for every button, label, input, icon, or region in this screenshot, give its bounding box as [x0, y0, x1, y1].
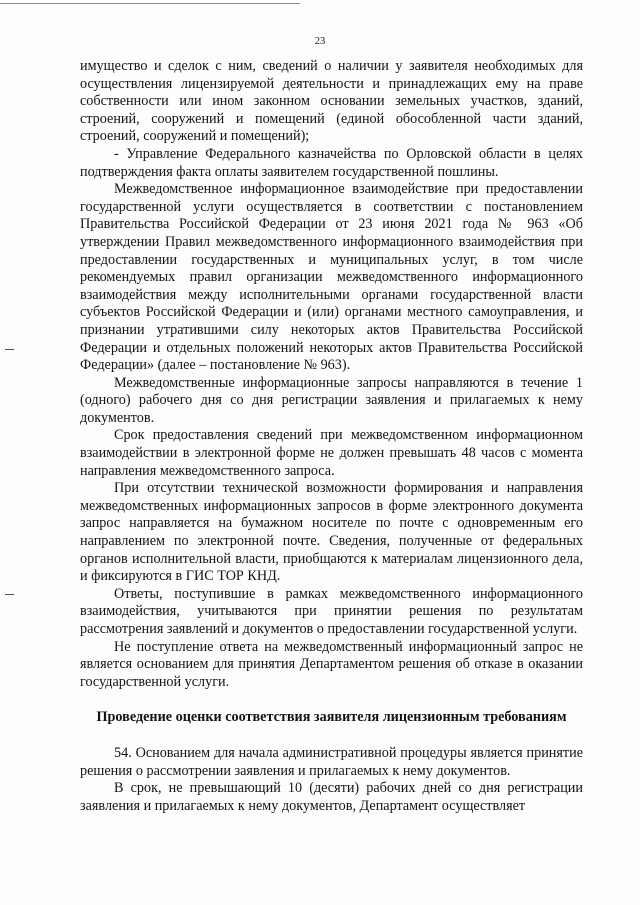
- scan-edge-line: [0, 3, 300, 4]
- margin-mark: [5, 594, 14, 595]
- paragraph: Межведомственное информационное взаимодействие при предоставлении государственной услуги осуществляется в соответствии с постановлением Правительства Российской Федерации от 23 июня 2021 года № 963 «Об утверждении Правил межведомственного информационного взаимодействия при предоставлении государственных и муниципальных услуг, в том числе рекомендуемых правил организации межведомственного информационного взаимодействия между исполнительными органами государственной власти субъектов Российской Федерации и (или) органами местного самоуправления, и признании утратившими силу некоторых актов Правительства Российской Федерации и отдельных положений некоторых актов Правительства Российской Федерации» (далее – постановление № 963).: [80, 181, 583, 374]
- spacer: [80, 691, 583, 709]
- paragraph: В срок, не превышающий 10 (десяти) рабочих дней со дня регистрации заявления и прилагаемых к нему документов, Департамент осуществляет: [80, 780, 583, 814]
- paragraph: Срок предоставления сведений при межведомственном информационном взаимодействии в электронной форме не должен превышать 48 часов с момента направления межведомственного запроса.: [80, 427, 583, 479]
- page-number: 23: [314, 36, 326, 47]
- paragraph: Ответы, поступившие в рамках межведомственного информационного взаимодействия, учитываются при принятии решения по результатам рассмотрения заявлений и документов о предоставлении государственной услуги.: [80, 585, 583, 637]
- margin-mark: [5, 349, 14, 350]
- paragraph: Межведомственные информационные запросы направляются в течение 1 (одного) рабочего дня со дня регистрации заявления и прилагаемых к нему документов.: [80, 374, 583, 426]
- section-heading: Проведение оценки соответствия заявителя лицензионным требованиям: [96, 709, 567, 726]
- document-body: [80, 58, 583, 815]
- paragraph: 54. Основанием для начала административной процедуры является принятие решения о рассмотрении заявления и прилагаемых к нему документов.: [80, 744, 583, 779]
- paragraph: При отсутствии технической возможности формирования и направления межведомственных информационных запросов в форме электронного документа запрос направляется на бумажном носителе по почте с одновременным его направлением по электронной почте. Сведения, полученные от федеральных органов исполнительной власти, приобщаются к материалам лицензионного дела, и фиксируются в ГИС ТОР КНД.: [80, 480, 583, 585]
- spacer: [80, 727, 583, 745]
- paragraph: - Управление Федерального казначейства по Орловской области в целях подтверждения факта оплаты заявителем государственной пошлины.: [80, 145, 583, 180]
- paragraph: имущество и сделок с ним, сведений о наличии у заявителя необходимых для осуществления лицензируемой деятельности и принадлежащих ему на праве собственности или ином законном основании земельных участков, зданий, строений, сооружений и помещений (единой обособленной части зданий, строений, сооружений и помещений);: [80, 58, 583, 145]
- paragraph: Не поступление ответа на межведомственный информационный запрос не является основанием для принятия Департаментом решения об отказе в оказании государственной услуги.: [80, 638, 583, 690]
